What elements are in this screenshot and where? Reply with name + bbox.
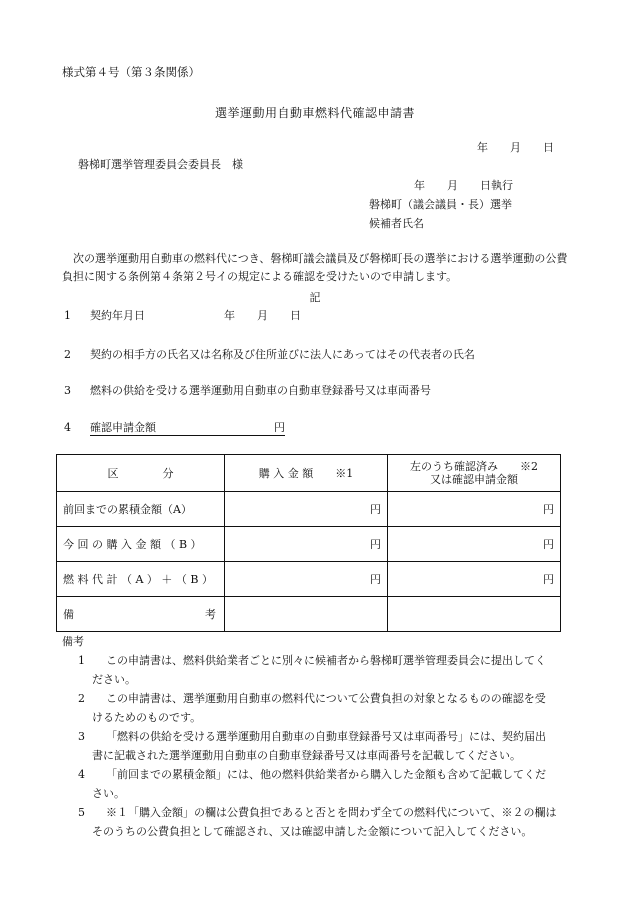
item-label: 契約の相手方の氏名又は名称及び住所並びに法人にあってはその代表者の氏名 bbox=[90, 348, 475, 361]
table-row bbox=[57, 562, 561, 597]
row-label: 前回までの累積金額（A） bbox=[57, 492, 225, 527]
table-row bbox=[57, 527, 561, 562]
item-number: 2 bbox=[64, 348, 71, 361]
item-number: 3 bbox=[64, 384, 71, 397]
fuel-cost-table bbox=[56, 454, 561, 632]
item-contract-party bbox=[64, 346, 475, 362]
remarks-label: 備 考 bbox=[57, 597, 225, 632]
election-date: 年 月 日執行 bbox=[414, 179, 513, 192]
header-purchase-amount: 購 入 金 額 ※1 bbox=[225, 455, 388, 492]
form-number: 様式第４号（第３条関係） bbox=[62, 65, 200, 79]
request-paragraph: 次の選挙運動用自動車の燃料代につき、磐梯町議会議員及び磐梯町長の選挙における選挙運動の公費負担に関する条例第４条第２号イの規定による確認を受けたいので申請します。 bbox=[62, 252, 568, 283]
contract-date-field: 年 月 日 bbox=[224, 309, 301, 322]
remarks-cell bbox=[388, 597, 561, 632]
notes-title: 備考 bbox=[62, 635, 84, 648]
row-label: 燃 料 代 計 （ A ） ＋ （ B ） bbox=[57, 562, 225, 597]
item-requested-amount bbox=[64, 419, 285, 435]
table-row bbox=[57, 492, 561, 527]
confirmed-amount-cell: 円 bbox=[388, 562, 561, 597]
ki-heading: 記 bbox=[309, 291, 321, 304]
header-category: 区 分 bbox=[57, 455, 225, 492]
table-row-remarks bbox=[57, 597, 561, 632]
table-header-row bbox=[57, 455, 561, 492]
note-4: 4 「前回までの累積金額」には、他の燃料供給業者から購入した金額も含めて記載してくだ さい。 bbox=[78, 768, 546, 800]
confirmed-amount-cell: 円 bbox=[388, 492, 561, 527]
purchase-amount-cell: 円 bbox=[225, 492, 388, 527]
note-1: 1 この申請書は、燃料供給業者ごとに別々に候補者から磐梯町選挙管理委員会に提出してく ださい。 bbox=[78, 654, 546, 686]
row-label: 今 回 の 購 入 金 額 （ B ） bbox=[57, 527, 225, 562]
purchase-amount-cell: 円 bbox=[225, 562, 388, 597]
item-vehicle-number bbox=[64, 382, 431, 398]
candidate-name-label: 候補者氏名 bbox=[369, 217, 424, 230]
item-label: 契約年月日 bbox=[90, 309, 145, 322]
note-5: 5 ※１「購入金額」の欄は公費負担であると否とを問わず全ての燃料代について、※２の欄は そのうちの公費負担として確認され、又は確認申請した金額について記入してください。 bbox=[78, 806, 557, 838]
note-2: 2 この申請書は、選挙運動用自動車の燃料代について公費負担の対象となるものの確認を受 けるためのものです。 bbox=[78, 692, 546, 724]
document-title: 選挙運動用自動車燃料代確認申請書 bbox=[214, 106, 415, 120]
application-date: 年 月 日 bbox=[477, 141, 554, 154]
item-number: 1 bbox=[64, 309, 71, 322]
note-3: 3 「燃料の供給を受ける選挙運動用自動車の自動車登録番号又は車両番号」には、契約届出 書に記載された選挙運動用自動車の自動車登録番号又は車両番号を記載してください。 bbox=[78, 730, 546, 762]
header-confirmed-amount: 左のうち確認済み ※2 又は確認申請金額 bbox=[388, 455, 561, 492]
remarks-cell bbox=[225, 597, 388, 632]
addressee: 磐梯町選挙管理委員会委員長 様 bbox=[78, 158, 243, 171]
item-label: 燃料の供給を受ける選挙運動用自動車の自動車登録番号又は車両番号 bbox=[90, 384, 431, 397]
item-contract-date bbox=[64, 307, 301, 323]
requested-amount-field: 確認申請金額 円 bbox=[90, 421, 285, 434]
confirmed-amount-cell: 円 bbox=[388, 527, 561, 562]
purchase-amount-cell: 円 bbox=[225, 527, 388, 562]
item-number: 4 bbox=[64, 421, 71, 434]
election-name: 磐梯町（議会議員・長）選挙 bbox=[369, 198, 512, 211]
